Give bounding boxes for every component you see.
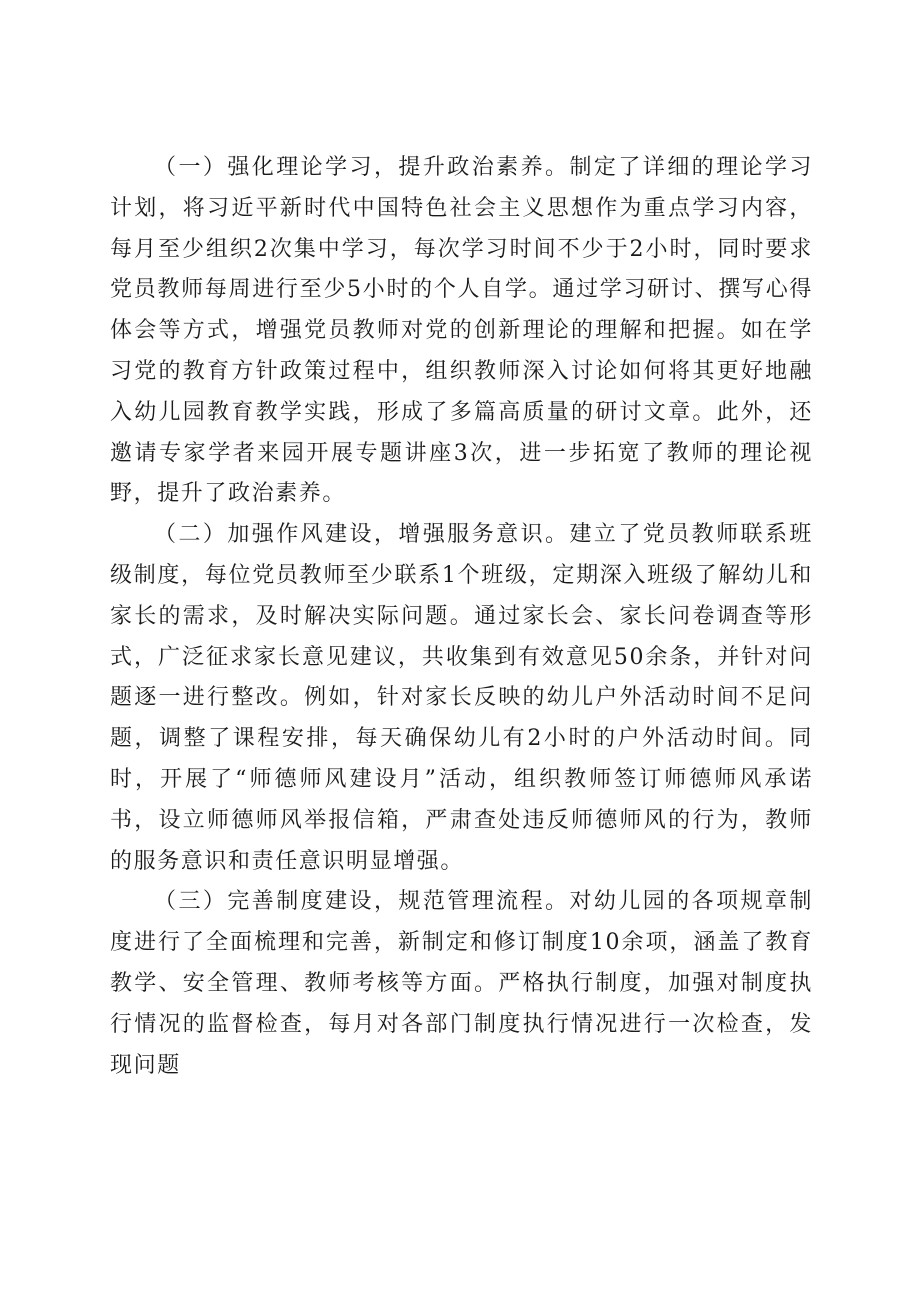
paragraph-work-style: （二）加强作风建设，增强服务意识。建立了党员教师联系班级制度，每位党员教师至少联系1个班级，定期深入班级了解幼儿和家长的需求，及时解决实际问题。通过家长会、家长问卷调查等形式，广泛征求家长意见建议，共收集到有效意见50余条，并针对问题逐一进行整改。例如，针对家长反映的幼儿户外活动时间不足问题，调整了课程安排，每天确保幼儿有2小时的户外活动时间。同时，开展了“师德师风建设月”活动，组织教师签订师德师风承诺书，设立师德师风举报信箱，严肃查处违反师德师风的行为，教师的服务意识和责任意识明显增强。 [110,522,813,874]
paragraph-theory-study: （一）强化理论学习，提升政治素养。制定了详细的理论学习计划，将习近平新时代中国特色社会主义思想作为重点学习内容，每月至少组织2次集中学习，每次学习时间不少于2小时，同时要求党员教师每周进行至少5小时的个人自学。通过学习研讨、撰写心得体会等方式，增强党员教师对党的创新理论的理解和把握。如在学习党的教育方针政策过程中，组织教师深入讨论如何将其更好地融入幼儿园教育教学实践，形成了多篇高质量的研讨文章。此外，还邀请专家学者来园开展专题讲座3次，进一步拓宽了教师的理论视野，提升了政治素养。 [110,155,813,507]
document-body [110,148,813,1086]
paragraph-system-building: （三）完善制度建设，规范管理流程。对幼儿园的各项规章制度进行了全面梳理和完善，新制定和修订制度10余项，涵盖了教育教学、安全管理、教师考核等方面。严格执行制度，加强对制度执行情况的监督检查，每月对各部门制度执行情况进行一次检查，发现问题 [110,889,813,1078]
